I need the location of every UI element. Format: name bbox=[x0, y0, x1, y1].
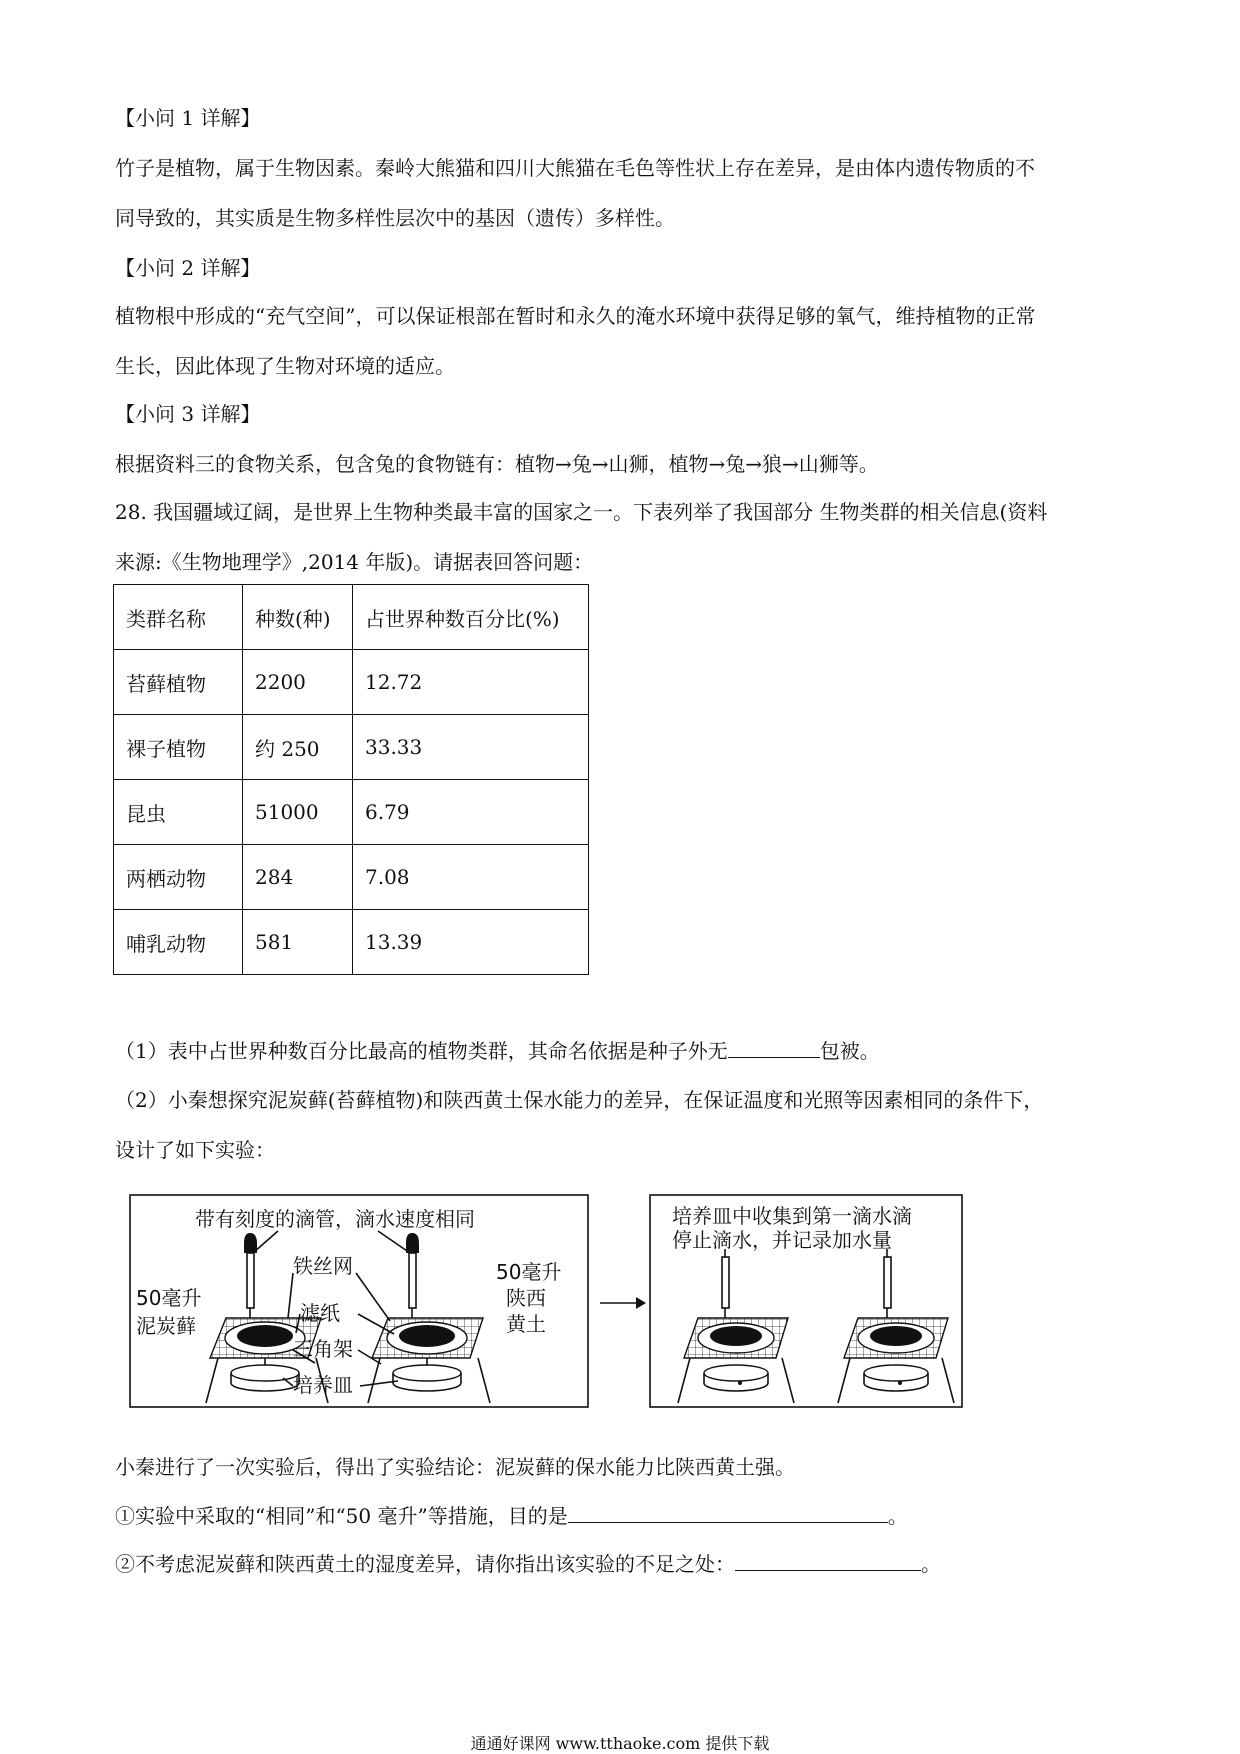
section-1-line-1: 竹子是植物，属于生物因素。秦岭大熊猫和四川大熊猫在毛色等性状上存在差异，是由体内遗传物质的不 bbox=[115, 156, 1035, 180]
table-cell: 昆虫 bbox=[114, 780, 243, 845]
table-row bbox=[114, 780, 589, 845]
soil-label-line-1: 50毫升 bbox=[496, 1260, 562, 1284]
result-apparatus-left bbox=[678, 1249, 794, 1403]
arrow-icon bbox=[600, 1297, 646, 1309]
table-row bbox=[114, 845, 589, 910]
table-cell: 33.33 bbox=[353, 715, 589, 780]
table-cell: 51000 bbox=[243, 780, 353, 845]
section-1-line-2: 同导致的，其实质是生物多样性层次中的基因（遗传）多样性。 bbox=[115, 206, 675, 230]
question-2-text: ②不考虑泥炭藓和陕西黄土的湿度差异，请你指出该实验的不足之处： bbox=[115, 1552, 735, 1576]
table-cell: 13.39 bbox=[353, 910, 589, 975]
question-2-tail: 。 bbox=[921, 1552, 941, 1576]
soil-label-line-2: 陕西 bbox=[506, 1286, 546, 1310]
experiment-figure bbox=[128, 1193, 964, 1411]
section-3-line-1: 根据资料三的食物关系，包含兔的食物链有：植物→兔→山狮，植物→兔→狼→山狮等。 bbox=[115, 452, 879, 476]
table-header-row bbox=[114, 585, 589, 650]
sub-question-2-line-1: （2）小秦想探究泥炭藓(苔藓植物)和陕西黄土保水能力的差异，在保证温度和光照等因素相同的条件下， bbox=[115, 1088, 1044, 1112]
table-cell: 两栖动物 bbox=[114, 845, 243, 910]
species-table bbox=[113, 584, 589, 975]
answer-blank-2[interactable] bbox=[568, 1502, 888, 1523]
table-cell: 2200 bbox=[243, 650, 353, 715]
table-cell: 哺乳动物 bbox=[114, 910, 243, 975]
table-row bbox=[114, 715, 589, 780]
section-2-line-2: 生长，因此体现了生物对环境的适应。 bbox=[115, 354, 455, 378]
table-cell: 7.08 bbox=[353, 845, 589, 910]
answer-blank-3[interactable] bbox=[735, 1550, 921, 1571]
sub-question-1 bbox=[115, 1037, 880, 1065]
table-row bbox=[114, 650, 589, 715]
sub-question-2-line-2: 设计了如下实验： bbox=[115, 1138, 275, 1162]
table-cell: 裸子植物 bbox=[114, 715, 243, 780]
soil-apparatus bbox=[368, 1233, 490, 1403]
result-apparatus-right bbox=[838, 1249, 954, 1403]
section-2-line-1: 植物根中形成的“充气空间”，可以保证根部在暂时和永久的淹水环境中获得足够的氧气，维持植物的正常 bbox=[115, 304, 1036, 328]
question-2 bbox=[115, 1550, 941, 1578]
section-heading-1: 【小问 1 详解】 bbox=[115, 106, 261, 130]
dish-label: 培养皿 bbox=[293, 1373, 353, 1397]
sub-question-1-tail: 包被。 bbox=[819, 1039, 880, 1063]
left-caption: 带有刻度的滴管，滴水速度相同 bbox=[195, 1207, 475, 1231]
question-1-text: ①实验中采取的“相同”和“50 毫升”等措施，目的是 bbox=[115, 1504, 568, 1528]
table-cell: 约 250 bbox=[243, 715, 353, 780]
table-row bbox=[114, 910, 589, 975]
section-heading-2: 【小问 2 详解】 bbox=[115, 256, 261, 280]
filter-label: 滤纸 bbox=[300, 1301, 340, 1325]
mesh-label: 铁丝网 bbox=[293, 1254, 353, 1278]
answer-blank-1[interactable] bbox=[728, 1037, 820, 1058]
table-cell: 581 bbox=[243, 910, 353, 975]
sub-question-1-text: （1）表中占世界种数百分比最高的植物类群，其命名依据是种子外无 bbox=[115, 1039, 728, 1063]
soil-label-line-3: 黄土 bbox=[506, 1312, 546, 1336]
right-caption-line-1: 培养皿中收集到第一滴水滴 bbox=[672, 1204, 912, 1228]
table-cell: 6.79 bbox=[353, 780, 589, 845]
table-header-cell: 占世界种数百分比(%) bbox=[353, 585, 589, 650]
table-header-cell: 种数(种) bbox=[243, 585, 353, 650]
section-heading-3: 【小问 3 详解】 bbox=[115, 402, 261, 426]
experiment-conclusion: 小秦进行了一次实验后，得出了实验结论：泥炭藓的保水能力比陕西黄土强。 bbox=[115, 1455, 795, 1479]
question-1-tail: 。 bbox=[887, 1504, 908, 1528]
table-cell: 12.72 bbox=[353, 650, 589, 715]
page-footer: 通通好课网 www.tthaoke.com 提供下载 bbox=[470, 1734, 770, 1753]
moss-label-line-2: 泥炭藓 bbox=[136, 1314, 196, 1338]
question-intro-line-1: 28. 我国疆域辽阔，是世界上生物种类最丰富的国家之一。下表列举了我国部分 生物类群的相关信息(资料 bbox=[115, 500, 1048, 524]
moss-label-line-1: 50毫升 bbox=[136, 1286, 202, 1310]
right-caption-line-2: 停止滴水，并记录加水量 bbox=[672, 1228, 892, 1252]
question-1 bbox=[115, 1502, 908, 1530]
tripod-label: 三角架 bbox=[293, 1337, 353, 1361]
table-cell: 284 bbox=[243, 845, 353, 910]
table-header-cell: 类群名称 bbox=[114, 585, 243, 650]
question-intro-line-2: 来源:《生物地理学》,2014 年版)。请据表回答问题： bbox=[115, 550, 594, 574]
dropper-leader-lines bbox=[253, 1231, 410, 1253]
table-cell: 苔藓植物 bbox=[114, 650, 243, 715]
